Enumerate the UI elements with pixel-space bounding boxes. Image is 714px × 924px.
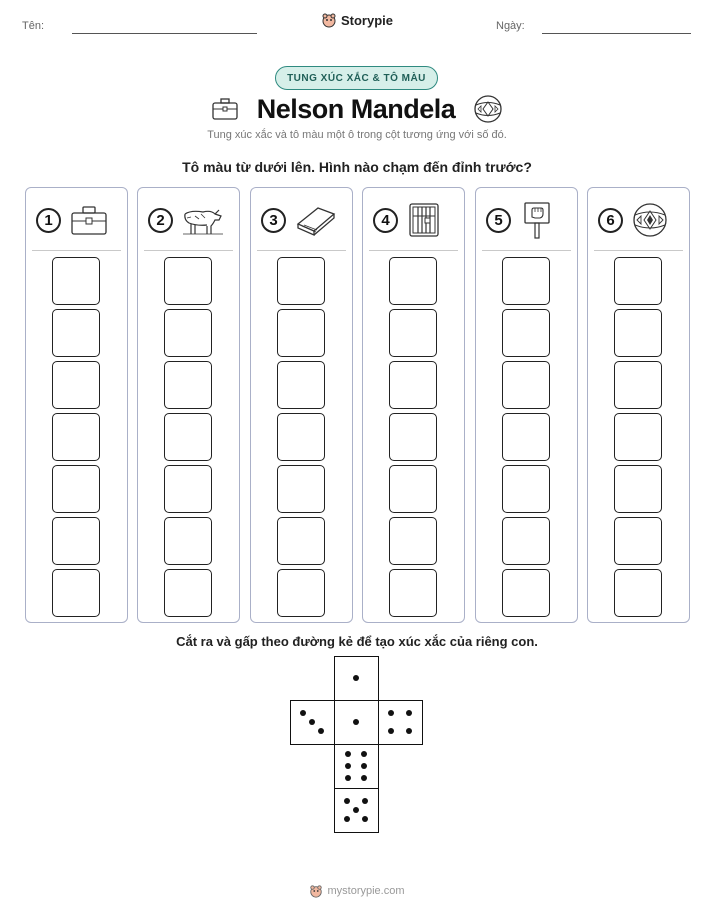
color-cell[interactable] [164, 361, 212, 409]
die-pip [406, 728, 412, 734]
footer-url: mystorypie.com [327, 885, 405, 897]
die-pip [353, 719, 359, 725]
storypie-logo-icon [309, 884, 323, 898]
color-cell[interactable] [52, 569, 100, 617]
color-cell[interactable] [277, 309, 325, 357]
die-pip [309, 719, 315, 725]
column-4 [362, 187, 465, 623]
color-cell[interactable] [614, 309, 662, 357]
color-cell[interactable] [614, 569, 662, 617]
color-cell[interactable] [52, 361, 100, 409]
die-pip [361, 775, 367, 781]
book-icon [294, 204, 338, 236]
color-cell[interactable] [277, 465, 325, 513]
footer [0, 884, 714, 898]
color-cell[interactable] [52, 257, 100, 305]
column-1 [25, 187, 128, 623]
die-face-left [290, 700, 335, 745]
color-cell[interactable] [614, 361, 662, 409]
column-5 [475, 187, 578, 623]
brand-name: Storypie [340, 12, 393, 28]
patterned-ball-icon [631, 202, 669, 238]
patterned-ball-icon [473, 94, 503, 124]
color-cell[interactable] [52, 309, 100, 357]
color-cell[interactable] [52, 465, 100, 513]
color-cell[interactable] [164, 257, 212, 305]
ox-icon [181, 204, 225, 236]
column-number: 3 [261, 208, 286, 233]
color-cell[interactable] [277, 517, 325, 565]
cut-instruction: Cắt ra và gấp theo đường kẻ để tạo xúc xắc của riêng con. [176, 634, 538, 649]
color-cell[interactable] [614, 517, 662, 565]
protest-sign-icon [519, 201, 555, 239]
prison-cell-icon [406, 202, 442, 238]
color-cell[interactable] [389, 361, 437, 409]
column-number: 5 [486, 208, 511, 233]
die-pip [362, 798, 368, 804]
color-cell[interactable] [389, 465, 437, 513]
die-pip [318, 728, 324, 734]
die-face-lower [334, 744, 379, 789]
die-pip [362, 816, 368, 822]
die-face-right [378, 700, 423, 745]
title-row [0, 90, 714, 128]
name-label: Tên: [22, 20, 45, 32]
color-cell[interactable] [614, 257, 662, 305]
color-cell[interactable] [389, 257, 437, 305]
die-pip [353, 807, 359, 813]
color-cell[interactable] [277, 257, 325, 305]
color-cell[interactable] [52, 517, 100, 565]
column-number: 2 [148, 208, 173, 233]
storypie-logo-icon [321, 12, 337, 28]
die-pip [353, 675, 359, 681]
color-cell[interactable] [614, 413, 662, 461]
color-cell[interactable] [52, 413, 100, 461]
column-number: 1 [36, 208, 61, 233]
color-cell[interactable] [164, 413, 212, 461]
activity-badge: TUNG XÚC XẮC & TÔ MÀU [275, 66, 438, 90]
color-cell[interactable] [389, 413, 437, 461]
color-cell[interactable] [277, 569, 325, 617]
date-line [542, 33, 691, 34]
die-pip [344, 816, 350, 822]
color-cell[interactable] [614, 465, 662, 513]
color-cell[interactable] [502, 517, 550, 565]
color-cell[interactable] [164, 465, 212, 513]
column-number: 4 [373, 208, 398, 233]
color-cell[interactable] [277, 361, 325, 409]
column-number: 6 [598, 208, 623, 233]
die-pip [345, 751, 351, 757]
die-pip [361, 763, 367, 769]
briefcase-icon [211, 97, 239, 121]
color-cell[interactable] [502, 569, 550, 617]
color-cell[interactable] [502, 465, 550, 513]
color-cell[interactable] [389, 569, 437, 617]
die-pip [345, 775, 351, 781]
color-cell[interactable] [164, 309, 212, 357]
subtitle: Tung xúc xắc và tô màu một ô trong cột tương ứng với số đó. [207, 129, 507, 141]
name-line [72, 33, 257, 34]
die-face-center [334, 700, 379, 745]
column-3 [250, 187, 353, 623]
die-pip [361, 751, 367, 757]
die-pip [300, 710, 306, 716]
color-cell[interactable] [502, 309, 550, 357]
page-title: Nelson Mandela [256, 93, 456, 124]
date-label: Ngày: [496, 20, 525, 32]
color-cell[interactable] [502, 257, 550, 305]
color-cell[interactable] [164, 569, 212, 617]
color-cell[interactable] [389, 309, 437, 357]
die-face-top [334, 656, 379, 701]
die-face-bottom [334, 788, 379, 833]
column-6 [587, 187, 690, 623]
die-pip [345, 763, 351, 769]
color-cell[interactable] [502, 413, 550, 461]
die-pip [388, 710, 394, 716]
color-cell[interactable] [389, 517, 437, 565]
instruction: Tô màu từ dưới lên. Hình nào chạm đến đỉnh trước? [182, 159, 532, 175]
color-cell[interactable] [502, 361, 550, 409]
die-pip [344, 798, 350, 804]
briefcase-icon [69, 204, 109, 236]
brand [0, 12, 714, 28]
die-pip [406, 710, 412, 716]
color-cell[interactable] [277, 413, 325, 461]
die-pip [388, 728, 394, 734]
color-cell[interactable] [164, 517, 212, 565]
column-2 [137, 187, 240, 623]
